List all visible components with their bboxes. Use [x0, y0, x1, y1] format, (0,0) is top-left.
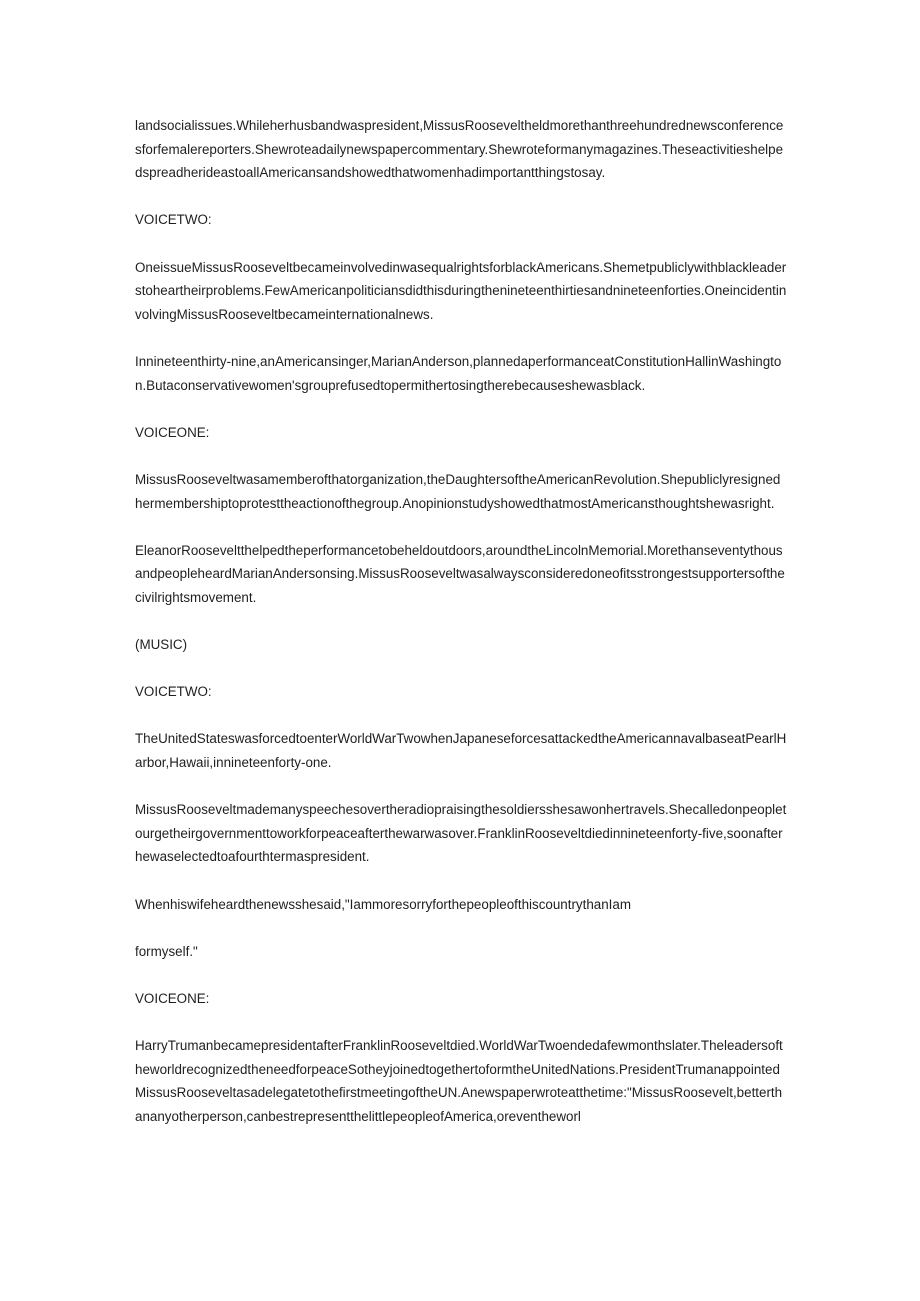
document-page	[135, 114, 787, 1152]
speaker-label: VOICETWO:	[135, 212, 212, 228]
paragraph-body: EleanorRooseveltthelpedtheperformancetobeheldoutdoors,aroundtheLincolnMemorial.MorethanseventythousandpeopleheardMarianAndersonsing.MissusRooseveltwasalwaysconsideredoneofitsstrongestsupportersofthecivilrightsmovement.	[135, 542, 785, 605]
stage-direction: (MUSIC)	[135, 637, 188, 653]
paragraph-body: TheUnitedStateswasforcedtoenterWorldWarTwowhenJapaneseforcesattackedtheAmericannavalbaseatPearlHarbor,Hawaii,innineteenforty-one.	[135, 731, 787, 771]
speaker-label: VOICETWO:	[135, 684, 212, 700]
speaker-label: VOICEONE:	[135, 424, 210, 440]
paragraph-body: OneissueMissusRooseveltbecameinvolvedinwasequalrightsforblackAmericans.Shemetpubliclywithblackleaderstoheartheirproblems.FewAmericanpoliticiansdidthisduringthenineteenthirtiesandnineteenforties.OneincidentinvolvingMissusRooseveltbecameinternationalnews.	[135, 259, 787, 322]
paragraph-body: formyself."	[135, 943, 198, 959]
paragraph-body: MissusRooseveltmademanyspeechesovertheradiopraisingthesoldiersshesawonhertravels.Shecalledonpeopletourgetheirgovernmenttoworkforpeaceafterthewarwasover.FranklinRooseveltdiedinnineteenforty-five,soonafterhewaselectedtoafourthtermaspresident.	[135, 802, 787, 865]
speaker-label: VOICEONE:	[135, 990, 210, 1006]
paragraph-body: landsocialissues.Whileherhusbandwaspresident,MissusRooseveltheldmorethanthreehundrednewsconferencesforfemalereporters.Shewroteadailynewspapercommentary.Shewroteformanymagazines.TheseactivitieshelpedspreadherideastoallAmericansandshowedthatwomenhadimportantthingstosay.	[135, 118, 784, 181]
paragraph-body: HarryTrumanbecamepresidentafterFranklinRooseveltdied.WorldWarTwoendedafewmonthslater.TheleadersoftheworldrecognizedtheneedforpeaceSotheyjoinedtogethertoformtheUnitedNations.PresidentTrumanappointedMissusRooseveltasadelegatetothefirstmeetingoftheUN.Anewspaperwroteatthetime:"MissusRoosevelt,betterthananyotherperson,canbestrepresentthelittlepeopleofAmerica,oreventheworl	[135, 1038, 783, 1124]
paragraph-body: Whenhiswifeheardthenewsshesaid,"IammoresorryforthepeopleofthiscountrythanIam	[135, 896, 632, 912]
paragraph-body: MissusRooseveltwasamemberofthatorganization,theDaughtersoftheAmericanRevolution.Shepubliclyresignedhermembershiptoprotesttheactionofthegroup.AnopinionstudyshowedthatmostAmericansthoughtshewasright.	[135, 471, 781, 511]
paragraph-body: Innineteenthirty-nine,anAmericansinger,MarianAnderson,plannedaperformanceatConstitutionHallinWashington.Butaconservativewomen'sgrouprefusedtopermithertosingtherebecauseshewasblack.	[135, 353, 782, 393]
